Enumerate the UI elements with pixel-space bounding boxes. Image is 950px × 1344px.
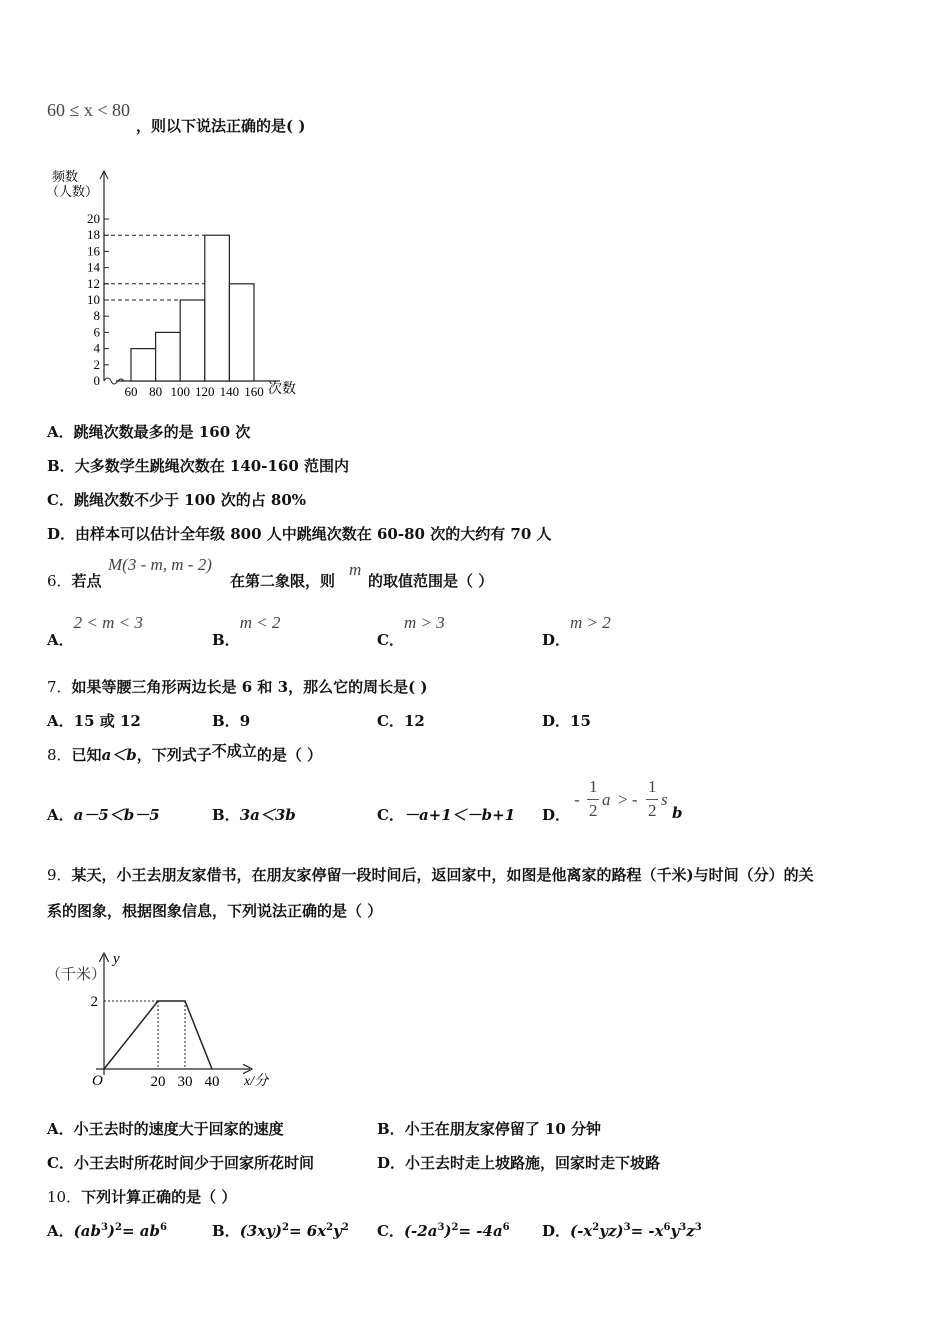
q8-option-b[interactable]: B．3a＜3b [212, 806, 296, 824]
histogram-xtick-label: 140 [219, 384, 240, 399]
graph-xtick-label: 20 [150, 1074, 166, 1090]
q9-stem-line1: 9．某天，小王去朋友家借书，在朋友家停留一段时间后，返回家中，如图是他离家的路程（千米)与时间（分）的关 [47, 866, 814, 884]
histogram-ytick-label: 12 [87, 275, 100, 291]
histogram-xlabel: 次数 [268, 382, 296, 397]
histogram-ylabel-2: （人数） [46, 184, 99, 199]
histogram-xtick-label: 60 [124, 384, 138, 399]
q5-option-d[interactable]: D．由样本可以估计全年级 800 人中跳绳次数在 60-80 次的大约有 70 人 [47, 525, 552, 543]
q6-number: 6．若点 [47, 572, 102, 590]
q6-var: m [349, 560, 362, 579]
q7-stem: 7．如果等腰三角形两边长是 6 和 3，那么它的周长是( ) [47, 678, 428, 696]
graph-ytick-label: 2 [90, 994, 98, 1010]
q5-option-b[interactable]: B．大多数学生跳绳次数在 140-160 范围内 [47, 457, 349, 475]
histogram-xtick-label: 160 [244, 384, 264, 399]
histogram-bar [131, 349, 156, 381]
histogram-ytick-label: 16 [87, 243, 100, 259]
histogram-ytick-label: 6 [93, 324, 100, 340]
q5-condition: 60 ≤ x < 80 [47, 100, 131, 120]
q8-option-c[interactable]: C．－a+1＜－b+1 [377, 806, 516, 824]
histogram-ytick-label: 2 [93, 356, 100, 372]
graph-xtick-label: 30 [177, 1074, 193, 1090]
histogram-ytick-label: 10 [87, 292, 100, 307]
q10-option-a[interactable]: A．$(ab^3)^2= ab^6$ [47, 1222, 167, 1240]
histogram-ytick-label: 14 [87, 259, 100, 275]
histogram-ytick-label: 0 [93, 373, 100, 388]
q6-option-d[interactable]: D．m > 2 [542, 613, 611, 649]
q8-option-a[interactable]: A．a－5＜b－5 [47, 806, 160, 824]
histogram-ytick-label: 4 [93, 340, 100, 356]
q8-option-d[interactable]: D． - 1 2 a > - 1 2 s b [542, 777, 683, 824]
q6-mid: 在第二象限，则 [230, 572, 336, 590]
q9-option-b[interactable]: B．小王在朋友家停留了 10 分钟 [377, 1120, 602, 1138]
q5-option-c[interactable]: C．跳绳次数不少于 100 次的占 80% [47, 491, 307, 509]
q10-option-b[interactable]: B．$(3xy)^2= 6x^2y^2$ [212, 1222, 349, 1240]
histogram-xtick-label: 80 [149, 384, 163, 399]
q5-histogram [40, 165, 320, 405]
q9-stem-line2: 系的图象，根据图象信息，下列说法正确的是（ ） [47, 902, 383, 920]
q7-option-d[interactable]: D．15 [542, 712, 591, 730]
q6-option-b[interactable]: B．m < 2 [212, 613, 281, 649]
q7-option-c[interactable]: C．12 [377, 712, 425, 730]
histogram-ytick-label: 20 [87, 211, 100, 226]
histogram-ytick-label: 18 [87, 227, 100, 243]
q6-option-c[interactable]: C．m > 3 [377, 613, 445, 649]
histogram-ytick-label: 8 [93, 308, 100, 324]
histogram-xtick-label: 120 [195, 384, 215, 399]
q9-option-a[interactable]: A．小王去时的速度大于回家的速度 [47, 1120, 284, 1138]
histogram-xtick-label: 100 [170, 384, 190, 399]
q10-option-d[interactable]: D．$(-x^2yz)^3= -x^6y^3z^3$ [542, 1222, 702, 1240]
graph-ylabel-var: y [113, 951, 120, 967]
q7-option-b[interactable]: B．9 [212, 712, 251, 730]
graph-origin: O [92, 1073, 103, 1089]
histogram-bar [180, 300, 205, 381]
q8-stem: 8．已知a＜b，下列式子不成立的是（ ） [47, 742, 323, 764]
q5-stem: ，则以下说法正确的是( ) [136, 117, 306, 135]
graph-xlabel: x/分 [244, 1074, 269, 1089]
q6-post: 的取值范围是（ ） [368, 572, 494, 590]
q6-point: M(3 - m, m - 2) [108, 555, 212, 574]
graph-xtick-label: 40 [204, 1074, 220, 1090]
q10-stem: 10．下列计算正确的是（ ） [47, 1188, 237, 1206]
q10-option-c[interactable]: C．$(-2a^3)^2= -4a^6$ [377, 1222, 510, 1240]
histogram-bar [229, 284, 254, 381]
q5-option-a[interactable]: A．跳绳次数最多的是 160 次 [47, 423, 251, 441]
q7-option-a[interactable]: A．15 或 12 [47, 712, 141, 730]
histogram-bar [156, 332, 181, 381]
q6-option-a[interactable]: A．2 < m < 3 [47, 613, 143, 649]
q9-line-graph [40, 945, 290, 1095]
histogram-ylabel-1: 频数 [52, 169, 79, 184]
graph-ylabel-unit: （千米） [46, 967, 107, 983]
q9-option-c[interactable]: C．小王去时所花时间少于回家所花时间 [47, 1154, 314, 1172]
histogram-bar [205, 235, 230, 381]
q9-option-d[interactable]: D．小王去时走上坡路施，回家时走下坡路 [377, 1154, 661, 1172]
